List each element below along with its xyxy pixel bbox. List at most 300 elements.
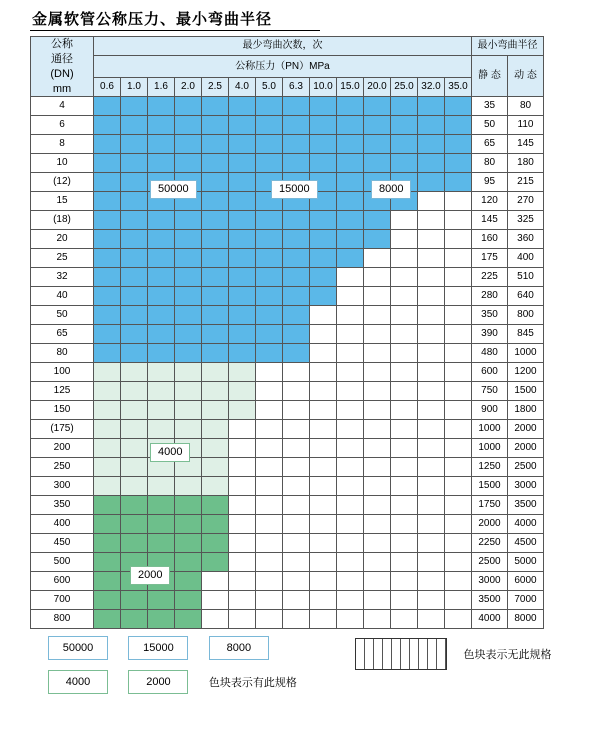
grid-cell: [283, 97, 310, 116]
dynamic-radius-cell: 1200: [508, 363, 544, 382]
grid-cell: [148, 268, 175, 287]
grid-cell: [175, 116, 202, 135]
spec-table: [30, 36, 544, 629]
grid-cell: [364, 572, 391, 591]
grid-cell: [391, 97, 418, 116]
grid-cell: [94, 173, 121, 192]
dynamic-radius-cell: 325: [508, 211, 544, 230]
grid-cell: [175, 515, 202, 534]
dynamic-radius-cell: 145: [508, 135, 544, 154]
grid-cell: [310, 420, 337, 439]
grid-cell: [229, 325, 256, 344]
grid-cell: [445, 173, 472, 192]
grid-cell: [121, 420, 148, 439]
grid-cell: [229, 477, 256, 496]
dn-header-line-4: mm: [52, 82, 72, 95]
dn-cell: 600: [31, 572, 94, 591]
table-row: [31, 458, 544, 477]
legend-box-4000: 4000: [48, 670, 108, 694]
grid-cell: [310, 363, 337, 382]
grid-cell: [148, 515, 175, 534]
dn-cell: 250: [31, 458, 94, 477]
dynamic-radius-cell: 7000: [508, 591, 544, 610]
dynamic-radius-cell: 5000: [508, 553, 544, 572]
grid-cell: [148, 610, 175, 629]
grid-cell: [148, 382, 175, 401]
grid-cell: [283, 116, 310, 135]
grid-cell: [256, 268, 283, 287]
grid-cell: [229, 439, 256, 458]
pressure-col-header: 1.6: [148, 78, 175, 97]
grid-cell: [121, 496, 148, 515]
grid-cell: [256, 344, 283, 363]
grid-cell: [445, 97, 472, 116]
dynamic-radius-cell: 3500: [508, 496, 544, 515]
legend-box-8000: 8000: [209, 636, 269, 660]
grid-cell: [310, 211, 337, 230]
grid-cell: [229, 610, 256, 629]
grid-cell: [229, 97, 256, 116]
grid-cell: [202, 515, 229, 534]
grid-cell: [364, 439, 391, 458]
grid-cell: [148, 591, 175, 610]
table-row: [31, 515, 544, 534]
grid-cell: [148, 420, 175, 439]
dn-cell: 700: [31, 591, 94, 610]
table-row: [31, 116, 544, 135]
grid-cell: [202, 458, 229, 477]
grid-cell: [148, 496, 175, 515]
dynamic-radius-cell: 80: [508, 97, 544, 116]
grid-cell: [310, 439, 337, 458]
static-radius-cell: 480: [472, 344, 508, 363]
grid-cell: [391, 211, 418, 230]
grid-cell: [310, 230, 337, 249]
dynamic-radius-cell: 6000: [508, 572, 544, 591]
grid-cell: [418, 135, 445, 154]
grid-cell: [364, 249, 391, 268]
static-radius-cell: 95: [472, 173, 508, 192]
grid-cell: [148, 116, 175, 135]
grid-cell: [391, 439, 418, 458]
grid-cell: [283, 344, 310, 363]
grid-cell: [256, 534, 283, 553]
grid-cell: [229, 116, 256, 135]
grid-cell: [202, 154, 229, 173]
legend-no-spec: [355, 638, 551, 670]
grid-cell: [148, 344, 175, 363]
grid-cell: [121, 401, 148, 420]
table-row: [31, 211, 544, 230]
grid-cell: [283, 458, 310, 477]
grid-cell: [445, 515, 472, 534]
grid-cell: [418, 363, 445, 382]
grid-cell: [364, 154, 391, 173]
grid-cell: [310, 553, 337, 572]
grid-cell: [94, 496, 121, 515]
grid-cell: [229, 154, 256, 173]
grid-cell: [364, 230, 391, 249]
grid-cell: [256, 591, 283, 610]
table-row: [31, 572, 544, 591]
grid-cell: [418, 268, 445, 287]
grid-cell: [94, 192, 121, 211]
grid-cell: [94, 401, 121, 420]
grid-cell: [94, 230, 121, 249]
grid-cell: [418, 401, 445, 420]
grid-cell: [256, 325, 283, 344]
grid-cell: [202, 173, 229, 192]
grid-cell: [202, 496, 229, 515]
grid-cell: [121, 363, 148, 382]
grid-cell: [229, 534, 256, 553]
grid-cell: [445, 439, 472, 458]
grid-cell: [94, 420, 121, 439]
static-radius-cell: 160: [472, 230, 508, 249]
grid-cell: [283, 496, 310, 515]
grid-cell: [418, 249, 445, 268]
grid-cell: [175, 211, 202, 230]
grid-cell: [256, 496, 283, 515]
grid-cell: [283, 230, 310, 249]
legend-row-green: [48, 670, 588, 694]
grid-cell: [175, 420, 202, 439]
grid-cell: [310, 572, 337, 591]
dn-cell: 300: [31, 477, 94, 496]
static-radius-cell: 2500: [472, 553, 508, 572]
grid-cell: [283, 534, 310, 553]
grid-cell: [364, 420, 391, 439]
pressure-col-header: 25.0: [391, 78, 418, 97]
grid-cell: [364, 553, 391, 572]
table-header-row-2: [31, 56, 544, 78]
grid-cell: [256, 287, 283, 306]
grid-cell: [175, 591, 202, 610]
pressure-col-header: 35.0: [445, 78, 472, 97]
dynamic-header: 动 态: [508, 56, 544, 97]
grid-cell: [202, 382, 229, 401]
grid-cell: [202, 268, 229, 287]
dynamic-radius-cell: 8000: [508, 610, 544, 629]
grid-cell: [364, 515, 391, 534]
grid-cell: [121, 268, 148, 287]
dn-cell: 500: [31, 553, 94, 572]
grid-cell: [337, 496, 364, 515]
grid-cell: [229, 363, 256, 382]
grid-cell: [337, 610, 364, 629]
dynamic-radius-cell: 845: [508, 325, 544, 344]
grid-cell: [310, 477, 337, 496]
pressure-col-header: 2.0: [175, 78, 202, 97]
grid-cell: [202, 363, 229, 382]
legend-has-spec-text: 色块表示有此规格: [208, 677, 297, 689]
grid-cell: [364, 344, 391, 363]
grid-cell: [364, 401, 391, 420]
grid-cell: [175, 97, 202, 116]
grid-cell: [310, 306, 337, 325]
grid-cell: [121, 344, 148, 363]
pressure-col-header: 0.6: [94, 78, 121, 97]
grid-cell: [229, 572, 256, 591]
callout-label: 2000: [130, 566, 170, 585]
grid-cell: [256, 135, 283, 154]
grid-cell: [418, 477, 445, 496]
grid-cell: [94, 249, 121, 268]
grid-cell: [94, 135, 121, 154]
grid-cell: [337, 439, 364, 458]
grid-cell: [121, 249, 148, 268]
dynamic-radius-cell: 4000: [508, 515, 544, 534]
grid-cell: [283, 477, 310, 496]
grid-cell: [256, 306, 283, 325]
grid-cell: [364, 363, 391, 382]
grid-cell: [337, 192, 364, 211]
dynamic-radius-cell: 2000: [508, 439, 544, 458]
grid-cell: [94, 344, 121, 363]
grid-cell: [337, 135, 364, 154]
grid-cell: [391, 344, 418, 363]
table-row: [31, 97, 544, 116]
static-radius-cell: 35: [472, 97, 508, 116]
static-header: 静 态: [472, 56, 508, 97]
grid-cell: [445, 591, 472, 610]
legend-box-15000: 15000: [128, 636, 188, 660]
grid-cell: [121, 439, 148, 458]
grid-cell: [418, 591, 445, 610]
grid-cell: [310, 135, 337, 154]
table-row: [31, 306, 544, 325]
grid-cell: [445, 382, 472, 401]
dynamic-radius-cell: 2000: [508, 420, 544, 439]
pressure-col-header: 2.5: [202, 78, 229, 97]
grid-cell: [229, 515, 256, 534]
grid-cell: [337, 325, 364, 344]
dn-cell: 100: [31, 363, 94, 382]
static-radius-cell: 2250: [472, 534, 508, 553]
grid-cell: [202, 591, 229, 610]
table-row: [31, 439, 544, 458]
grid-cell: [229, 496, 256, 515]
table-row: [31, 154, 544, 173]
pressure-col-header: 1.0: [121, 78, 148, 97]
grid-cell: [418, 344, 445, 363]
grid-cell: [391, 135, 418, 154]
static-radius-cell: 900: [472, 401, 508, 420]
dn-cell: (18): [31, 211, 94, 230]
table-row: [31, 496, 544, 515]
static-radius-cell: 120: [472, 192, 508, 211]
grid-cell: [94, 439, 121, 458]
grid-cell: [364, 591, 391, 610]
dn-cell: 8: [31, 135, 94, 154]
grid-cell: [229, 591, 256, 610]
grid-cell: [202, 572, 229, 591]
static-radius-cell: 1000: [472, 439, 508, 458]
grid-cell: [229, 268, 256, 287]
dn-cell: 65: [31, 325, 94, 344]
grid-cell: [391, 287, 418, 306]
static-radius-cell: 600: [472, 363, 508, 382]
table-row: [31, 591, 544, 610]
grid-cell: [310, 97, 337, 116]
dn-cell: 15: [31, 192, 94, 211]
grid-cell: [175, 306, 202, 325]
grid-cell: [175, 363, 202, 382]
grid-cell: [121, 211, 148, 230]
bend-count-header: 最少弯曲次数，次: [94, 37, 472, 56]
grid-cell: [256, 211, 283, 230]
grid-cell: [148, 401, 175, 420]
grid-cell: [148, 135, 175, 154]
static-radius-cell: 145: [472, 211, 508, 230]
table-header-row-1: [31, 37, 544, 56]
grid-cell: [445, 458, 472, 477]
grid-cell: [364, 306, 391, 325]
grid-cell: [364, 496, 391, 515]
grid-cell: [337, 211, 364, 230]
static-radius-cell: 1500: [472, 477, 508, 496]
dn-cell: 32: [31, 268, 94, 287]
grid-cell: [391, 249, 418, 268]
grid-cell: [256, 477, 283, 496]
grid-cell: [310, 515, 337, 534]
static-radius-cell: 4000: [472, 610, 508, 629]
dynamic-radius-cell: 1800: [508, 401, 544, 420]
grid-cell: [229, 420, 256, 439]
grid-cell: [148, 477, 175, 496]
grid-cell: [418, 306, 445, 325]
static-radius-cell: 280: [472, 287, 508, 306]
dynamic-radius-cell: 270: [508, 192, 544, 211]
table-row: [31, 610, 544, 629]
dynamic-radius-cell: 3000: [508, 477, 544, 496]
grid-cell: [175, 401, 202, 420]
grid-cell: [202, 420, 229, 439]
dn-cell: 50: [31, 306, 94, 325]
grid-cell: [445, 363, 472, 382]
grid-cell: [283, 306, 310, 325]
grid-cell: [310, 249, 337, 268]
grid-cell: [283, 591, 310, 610]
grid-cell: [256, 401, 283, 420]
dn-cell: (12): [31, 173, 94, 192]
grid-cell: [94, 591, 121, 610]
grid-cell: [256, 572, 283, 591]
grid-cell: [175, 382, 202, 401]
grid-cell: [418, 553, 445, 572]
grid-cell: [445, 401, 472, 420]
grid-cell: [229, 192, 256, 211]
grid-cell: [202, 97, 229, 116]
dynamic-radius-cell: 110: [508, 116, 544, 135]
grid-cell: [202, 192, 229, 211]
grid-cell: [283, 363, 310, 382]
grid-cell: [283, 382, 310, 401]
grid-cell: [256, 610, 283, 629]
grid-cell: [445, 325, 472, 344]
grid-cell: [337, 230, 364, 249]
grid-cell: [391, 306, 418, 325]
grid-cell: [337, 97, 364, 116]
pressure-col-header: 4.0: [229, 78, 256, 97]
grid-cell: [418, 97, 445, 116]
dn-header-line-1: 公称: [51, 38, 73, 50]
grid-cell: [337, 344, 364, 363]
pressure-col-header: 6.3: [283, 78, 310, 97]
grid-cell: [121, 610, 148, 629]
table-row: [31, 249, 544, 268]
grid-cell: [175, 249, 202, 268]
grid-cell: [94, 363, 121, 382]
grid-cell: [283, 572, 310, 591]
static-radius-cell: 3500: [472, 591, 508, 610]
grid-cell: [175, 268, 202, 287]
grid-cell: [202, 211, 229, 230]
grid-cell: [256, 97, 283, 116]
grid-cell: [202, 287, 229, 306]
grid-cell: [418, 572, 445, 591]
grid-cell: [148, 97, 175, 116]
grid-cell: [121, 458, 148, 477]
grid-cell: [256, 439, 283, 458]
grid-cell: [121, 382, 148, 401]
grid-cell: [337, 553, 364, 572]
grid-cell: [94, 268, 121, 287]
dn-cell: 800: [31, 610, 94, 629]
grid-cell: [364, 116, 391, 135]
dn-cell: 4: [31, 97, 94, 116]
grid-cell: [337, 268, 364, 287]
grid-cell: [445, 116, 472, 135]
grid-cell: [310, 116, 337, 135]
grid-cell: [391, 154, 418, 173]
grid-cell: [445, 610, 472, 629]
grid-cell: [364, 477, 391, 496]
grid-cell: [445, 572, 472, 591]
legend-box-2000: 2000: [128, 670, 188, 694]
grid-cell: [391, 515, 418, 534]
grid-cell: [229, 553, 256, 572]
grid-cell: [310, 287, 337, 306]
grid-cell: [94, 515, 121, 534]
callout-label: 50000: [150, 180, 197, 199]
grid-cell: [391, 534, 418, 553]
grid-cell: [445, 534, 472, 553]
grid-cell: [148, 287, 175, 306]
grid-cell: [94, 458, 121, 477]
dn-cell: 200: [31, 439, 94, 458]
static-radius-cell: 1250: [472, 458, 508, 477]
grid-cell: [121, 306, 148, 325]
grid-cell: [445, 154, 472, 173]
bend-radius-header: 最小弯曲半径: [472, 37, 544, 56]
static-radius-cell: 65: [472, 135, 508, 154]
grid-cell: [391, 591, 418, 610]
static-radius-cell: 80: [472, 154, 508, 173]
pressure-col-header: 10.0: [310, 78, 337, 97]
dynamic-radius-cell: 180: [508, 154, 544, 173]
table-row: [31, 477, 544, 496]
grid-cell: [337, 154, 364, 173]
dn-cell: 40: [31, 287, 94, 306]
grid-cell: [256, 458, 283, 477]
grid-cell: [418, 154, 445, 173]
callout-label: 8000: [371, 180, 411, 199]
grid-cell: [121, 591, 148, 610]
dynamic-radius-cell: 1500: [508, 382, 544, 401]
grid-cell: [364, 325, 391, 344]
grid-cell: [229, 382, 256, 401]
